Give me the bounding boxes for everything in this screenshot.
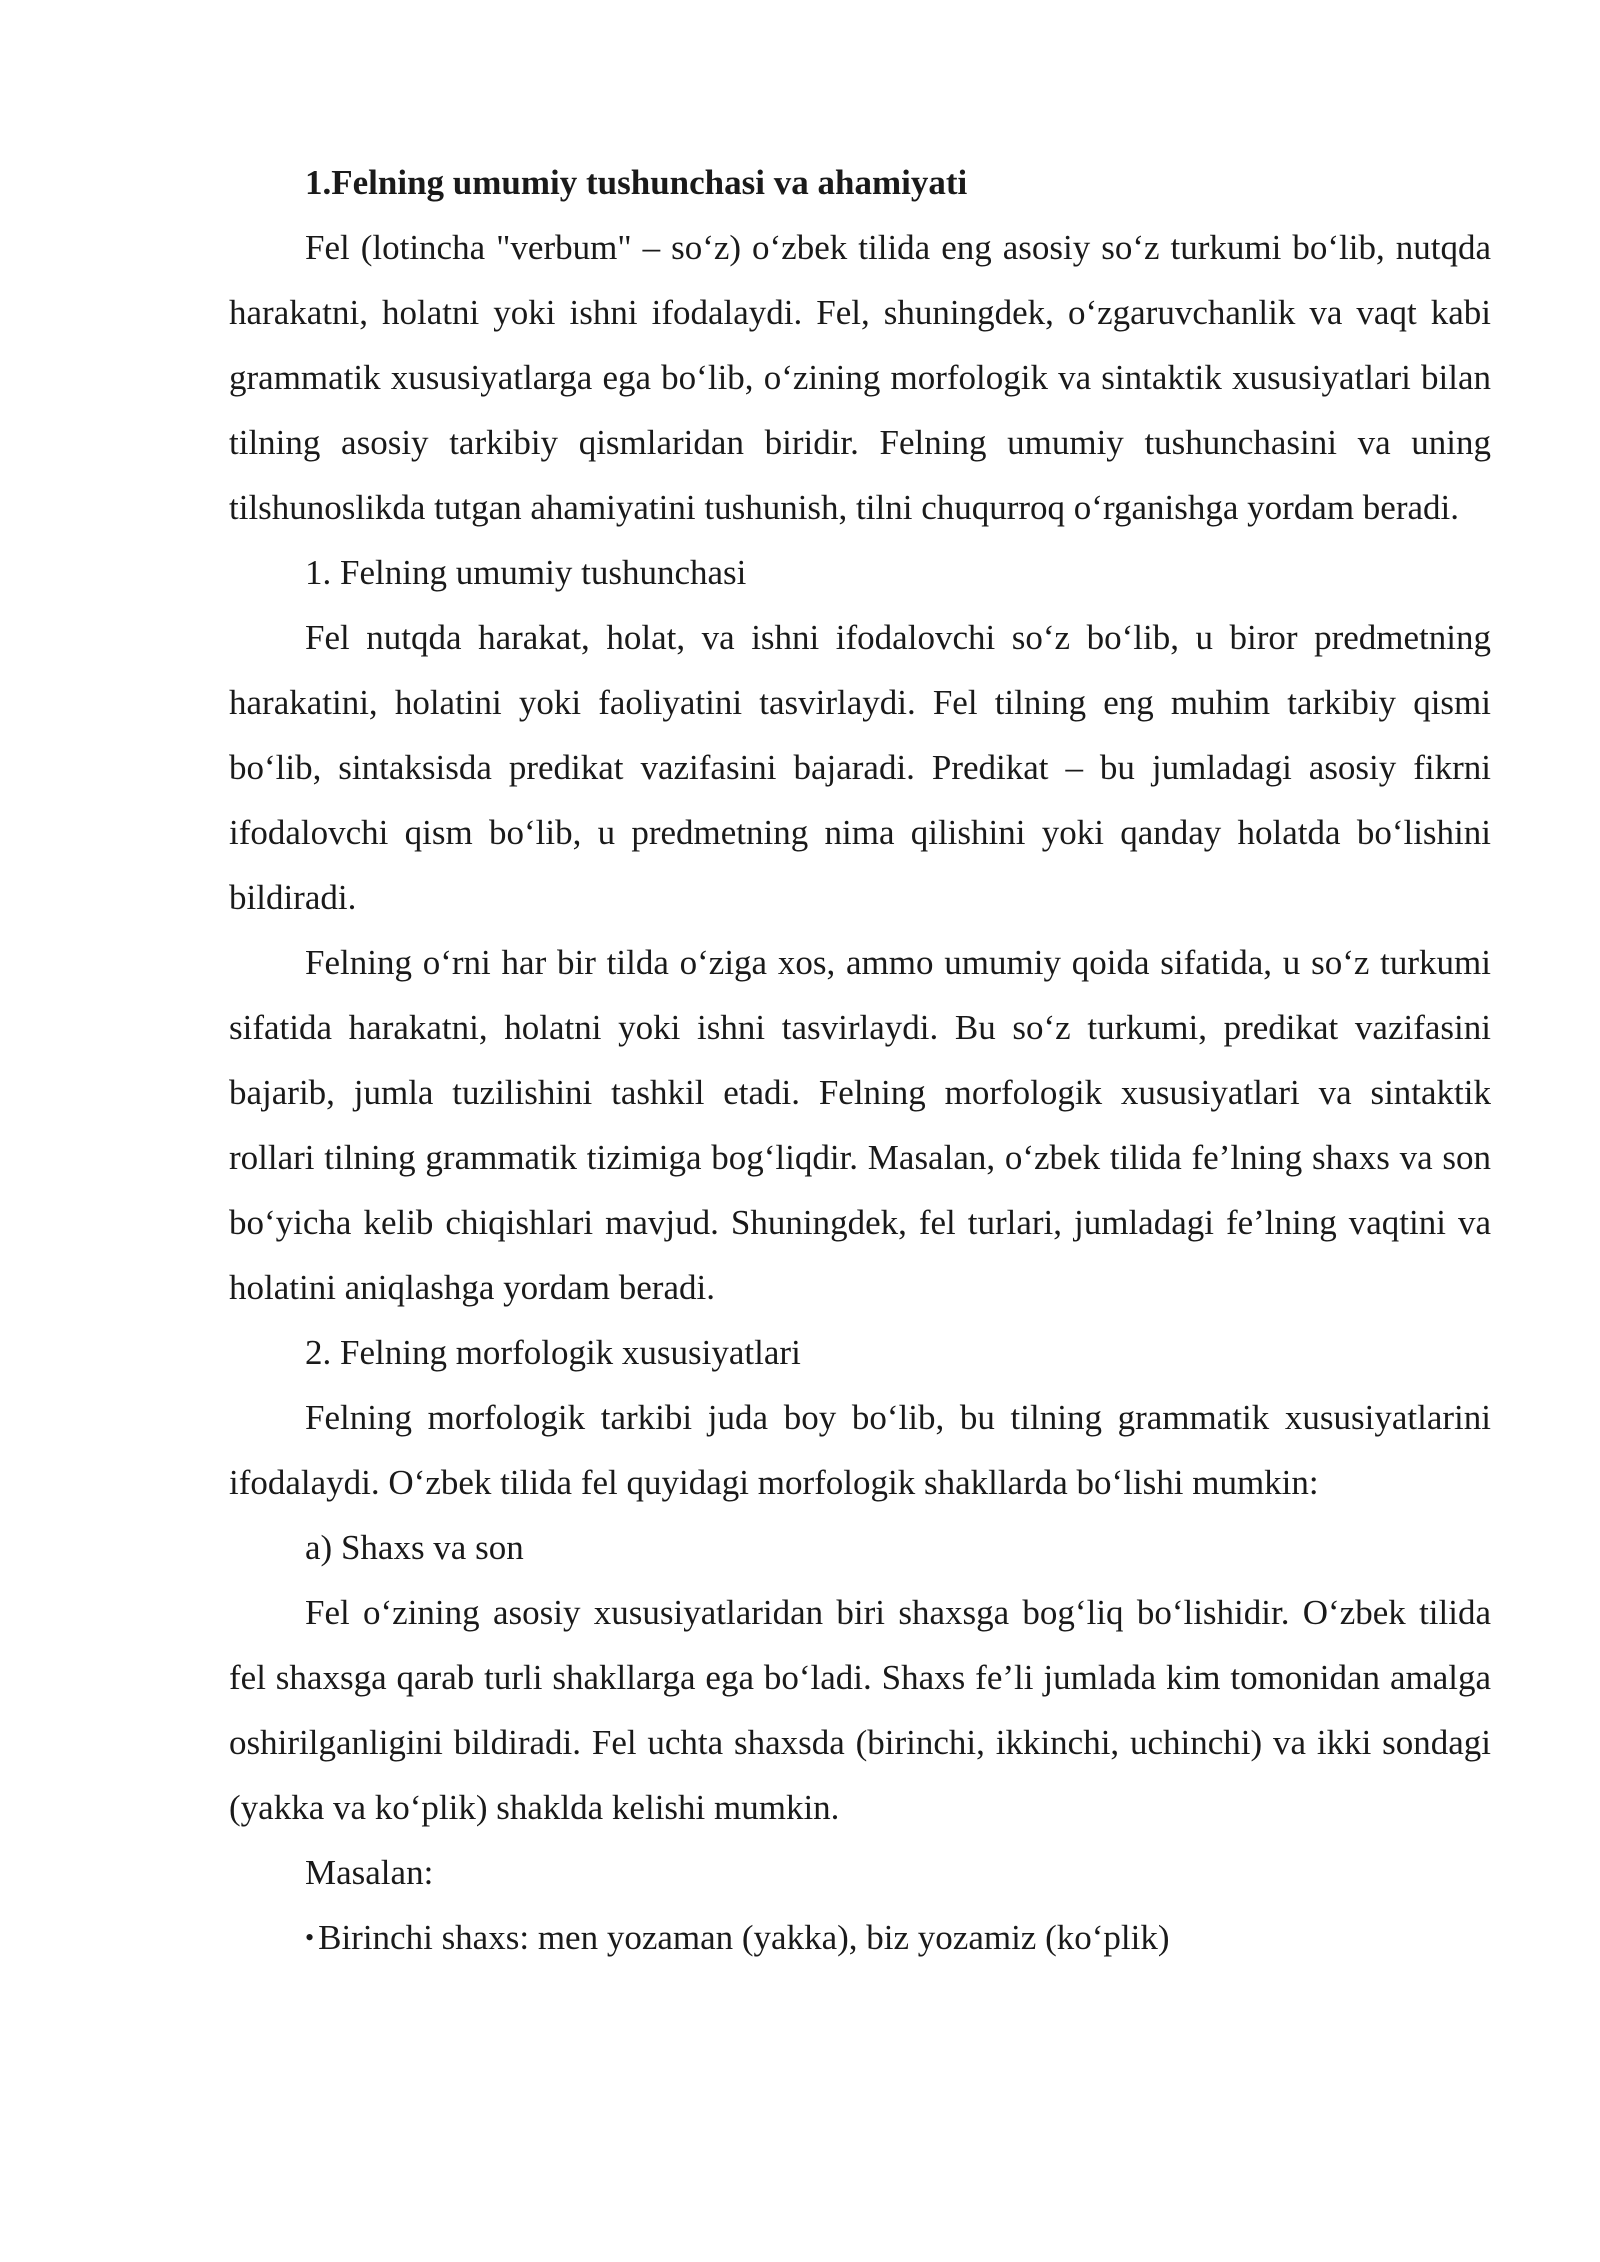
document-title: 1.Felning umumiy tushunchasi va ahamiyati: [305, 163, 968, 202]
section-1-paragraph-1: Fel nutqda harakat, holat, va ishni ifodalovchi so‘z bo‘lib, u biror predmetning harakatini, holatini yoki faoliyatini tasvirlaydi. Fel tilning eng muhim tarkibiy qismi bo‘lib, sintaksisda predikat vazifasini bajaradi. Predikat – bu jumladagi asosiy fikrni ifodalovchi qism bo‘lib, u predmetning nima qilishini yoki qanday holatda bo‘lishini bildiradi.: [229, 618, 1491, 917]
document-body: [229, 150, 1491, 1973]
section-1-paragraph-2: Felning o‘rni har bir tilda o‘ziga xos, ammo umumiy qoida sifatida, u so‘z turkumi sifatida harakatni, holatni yoki ishni tasvirlaydi. Bu so‘z turkumi, predikat vazifasini bajarib, jumla tuzilishini tashkil etadi. Felning morfologik xususiyatlari va sintaktik rollari tilning grammatik tizimiga bog‘liqdir. Masalan, o‘zbek tilida fe’lning shaxs va son bo‘yicha kelib chiqishlari mavjud. Shuningdek, fel turlari, jumladagi fe’lning vaqtini va holatini aniqlashga yordam beradi.: [229, 943, 1491, 1307]
subsection-a-paragraph-1: Fel o‘zining asosiy xususiyatlaridan biri shaxsga bog‘liq bo‘lishidir. O‘zbek tilida fel shaxsga qarab turli shakllarga ega bo‘ladi. Shaxs fe’li jumlada kim tomonidan amalga oshirilganligini bildiradi. Fel uchta shaxsda (birinchi, ikkinchi, uchinchi) va ikki sondagi (yakka va ko‘plik) shaklda kelishi mumkin.: [229, 1593, 1491, 1827]
section-2-heading: 2. Felning morfologik xususiyatlari: [305, 1333, 801, 1372]
example-label: Masalan:: [305, 1853, 434, 1892]
intro-paragraph: Fel (lotincha "verbum" – so‘z) o‘zbek tilida eng asosiy so‘z turkumi bo‘lib, nutqda harakatni, holatni yoki ishni ifodalaydi. Fel, shuningdek, o‘zgaruvchanlik va vaqt kabi grammatik xususiyatlarga ega bo‘lib, o‘zining morfologik va sintaktik xususiyatlari bilan tilning asosiy tarkibiy qismlaridan biridir. Felning umumiy tushunchasini va uning tilshunoslikda tutgan ahamiyatini tushunish, tilni chuqurroq o‘rganishga yordam beradi.: [229, 228, 1491, 527]
section-2-paragraph-1: Felning morfologik tarkibi juda boy bo‘lib, bu tilning grammatik xususiyatlarini ifodalaydi. O‘zbek tilida fel quyidagi morfologik shakllarda bo‘lishi mumkin:: [229, 1398, 1491, 1502]
list-item: [305, 1905, 1491, 1973]
subsection-a-heading: a) Shaxs va son: [305, 1528, 524, 1567]
section-1-heading: 1. Felning umumiy tushunchasi: [305, 553, 747, 592]
bullet-icon: •: [305, 1923, 315, 1952]
list-item-text: Birinchi shaxs: men yozaman (yakka), biz yozamiz (ko‘plik): [318, 1918, 1170, 1957]
example-list: [229, 1905, 1491, 1973]
